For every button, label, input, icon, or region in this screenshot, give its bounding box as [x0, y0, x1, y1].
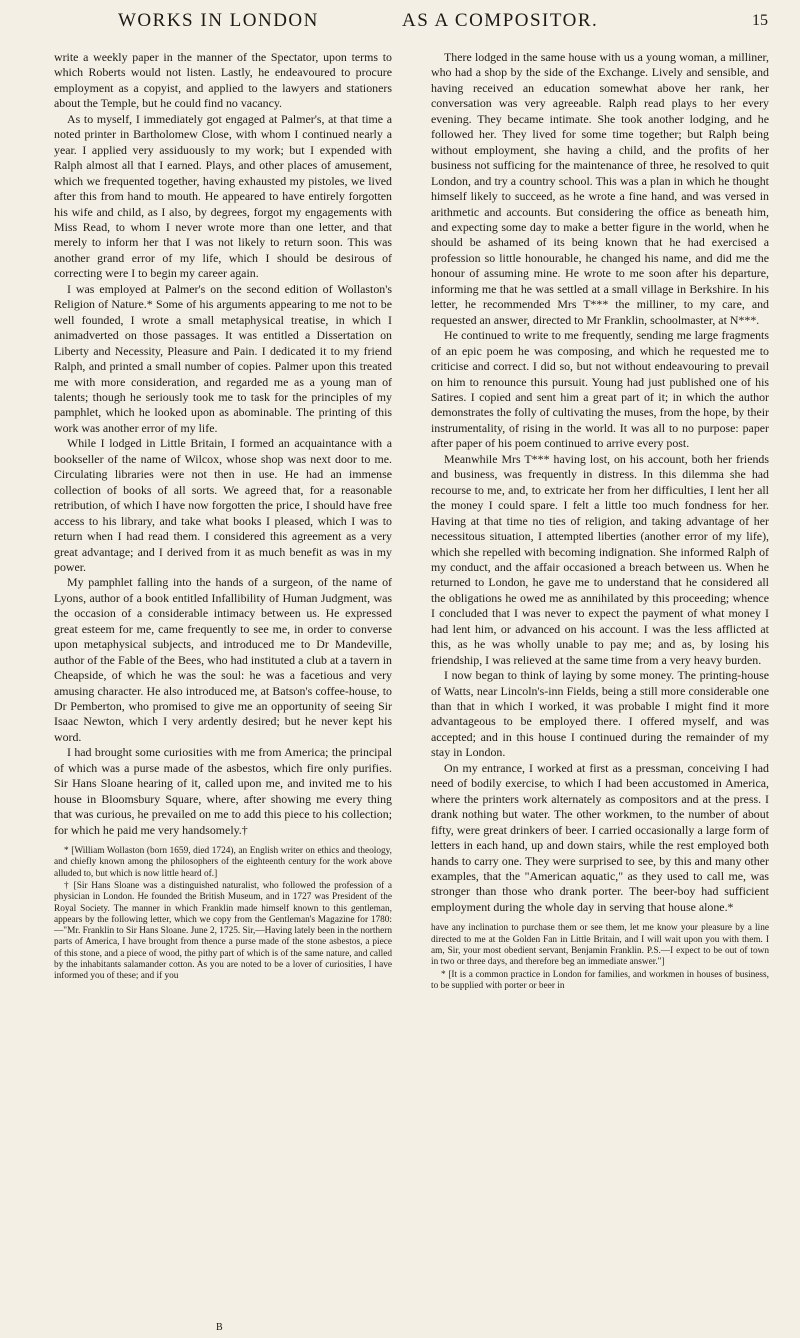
footnote: * [It is a common practice in London for families, and workmen in houses of business, to be supplied with porter or beer in: [431, 969, 769, 991]
left-column: [54, 50, 392, 984]
paragraph: As to myself, I immediately got engaged at Palmer's, at that time a noted printer in Bartholomew Close, with whom I continued nearly a year. I applied very assiduously to my work; but I expended with Ralph almost all that I earned. Plays, and other places of amusement, which we frequented together, having exhausted my pistoles, we lived after this from hand to mouth. He appeared to have entirely forgotten his wife and child, as I also, by degrees, forgot my engagements with Miss Read, to whom I never wrote more than one letter, and that merely to inform her that I was not likely to return soon. This was another grand error of my life, which I should be desirous of correcting were I to begin my career again.: [54, 111, 392, 281]
footnotes: [54, 846, 392, 983]
signature-mark: B: [216, 1322, 223, 1333]
footnote: † [Sir Hans Sloane was a distinguished naturalist, who followed the profession of a physician in London. He founded the British Museum, and in 1727 was President of the Royal Society. The manner in which Franklin made himself known to this gentleman, appears by the following letter, which we copy from the Gentleman's Magazine for 1780:—"Mr. Franklin to Sir Hans Sloane. June 2, 1725. Sir,—Having lately been in the northern parts of America, I have brought from thence a purse made of the stone asbestos, a piece of this stone, and a piece of wood, the pithy part of which is of the same nature, and called by the inhabitants salamander cotton. As you are noted to be a lover of curiosities, I have informed you of these; and if you: [54, 881, 392, 982]
paragraph: While I lodged in Little Britain, I formed an acquaintance with a bookseller of the name of Wilcox, whose shop was next door to me. Circulating libraries were not then in use. He had an immense collection of books of all sorts. We agreed that, for a reasonable retribution, of which I have now forgotten the price, I should have free access to his library, and take what books I pleased, which I was to return when I had read them. I considered this agreement as a very great advantage; and I derived from it as much benefit as was in my power.: [54, 436, 392, 574]
page-number: 15: [752, 12, 768, 29]
paragraph: I had brought some curiosities with me from America; the principal of which was a purse made of the asbestos, which fire only purifies. Sir Hans Sloane hearing of it, called upon me, and invited me to his house in Bloomsbury Square, where, after showing me every thing that was curious, he prevailed on me to add this piece to his collection; for which he paid me very handsomely.†: [54, 745, 392, 837]
footnote: * [William Wollaston (born 1659, died 1724), an English writer on ethics and theology, and chiefly known among the philosophers of the eighteenth century for the work above alluded to, but which is now little heard of.]: [54, 846, 392, 879]
paragraph: write a weekly paper in the manner of the Spectator, upon terms to which Roberts would not listen. Lastly, he endeavoured to procure employment as a copyist, and applied to the lawyers and stationers about the Temple, but he could find no vacancy.: [54, 50, 392, 111]
paragraph: On my entrance, I worked at first as a pressman, conceiving I had need of bodily exercise, to which I had been accustomed in America, where the printers work alternately as compositors and at the press. I drank nothing but water. The other workmen, to the number of about fifty, were great drinkers of beer. I carried occasionally a large form of letters in each hand, up and down stairs, while the rest employed both hands to carry one. They were surprised to see, by this and many other examples, that the "American aquatic," as they used to call me, was stronger than those who drank porter. The beer-boy had sufficient employment during the whole day in serving that house alone.*: [431, 760, 769, 914]
running-header: [0, 10, 800, 40]
footnote: have any inclination to purchase them or see them, let me know your pleasure by a line directed to me at the Golden Fan in Little Britain, and I will wait upon you with them. I am, Sir, your most obedient servant, Benjamin Franklin. P.S.—I expect to be out of town in two or three days, and therefore beg an immediate answer."]: [431, 923, 769, 968]
paragraph: Meanwhile Mrs T*** having lost, on his account, both her friends and business, was frequently in distress. In this dilemma she had recourse to me, and, to extricate her from her difficulties, I lent her all the money I could spare. I felt a little too much fondness for her. Having at that time no ties of religion, and taking advantage of her necessitous situation, I attempted liberties (another error of my life), which she repelled with becoming indignation. She informed Ralph of my conduct, and the affair occasioned a breach between us. When he returned to London, he gave me to understand that he considered all the obligations he owed me as annihilated by this proceeding; whence I concluded that I was never to expect the payment of what money I had lent him, or advanced on his account. I was the less afflicted at this, as he was wholly unable to pay me; and as, by losing his friendship, I was relieved at the same time from a very heavy burden.: [431, 451, 769, 667]
paragraph: He continued to write to me frequently, sending me large fragments of an epic poem he was composing, and which he requested me to criticise and correct. I did so, but not without endeavouring to prevail on him to renounce this pursuit. Young had just published one of his Satires. I copied and sent him a great part of it; in which the author demonstrates the folly of cultivating the muses, from the hope, by their instrumentality, of rising in the world. It was all to no purpose: paper after paper of his poem continued to arrive every post.: [431, 328, 769, 451]
paragraph: I was employed at Palmer's on the second edition of Wollaston's Religion of Nature.* Some of his arguments appearing to me not to be well founded, I wrote a small metaphysical treatise, in which I animadverted on those passages. It was entitled a Dissertation on Liberty and Necessity, Pleasure and Pain. I dedicated it to my friend Ralph, and printed a small number of copies. Palmer upon this treated me with more consideration, and regarded me as a young man of talents; though he seriously took me to task for the principles of my pamphlet, which he looked upon as abominable. The printing of this work was another error of my life.: [54, 281, 392, 435]
header-left-title: WORKS IN LONDON: [118, 10, 319, 31]
paragraph: I now began to think of laying by some money. The printing-house of Watts, near Lincoln's-inn Fields, being a still more considerable one than that in which I worked, it was probable I might find it more advantageous to be employed there. I offered myself, and was accepted; and in this house I continued during the remainder of my stay in London.: [431, 668, 769, 760]
paragraph: There lodged in the same house with us a young woman, a milliner, who had a shop by the side of the Exchange. Lively and sensible, and having received an education somewhat above her rank, her conversation was very agreeable. Ralph read plays to her every evening. They became intimate. She took another lodging, and he followed her. They lived for some time together; but Ralph being without employment, she having a child, and the profits of her business not sufficing for the maintenance of three, he resolved to quit London, and try a country school. This was a plan in which he thought himself likely to succeed, as he wrote a fine hand, and was versed in arithmetic and accounts. But considering the office as beneath him, and expecting some day to make a better figure in the world, when he should be ashamed of its being known that he had exercised a profession so little honourable, he changed his name, and did me the honour of assuming mine. He wrote to me soon after his departure, informing me that he was settled at a small village in Berkshire. In his letter, he recommended Mrs T*** the milliner, to my care, and requested an answer, directed to Mr Franklin, schoolmaster, at N***.: [431, 50, 769, 327]
paragraph: My pamphlet falling into the hands of a surgeon, of the name of Lyons, author of a book entitled Infallibility of Human Judgment, was the occasion of a considerable intimacy between us. He expressed great esteem for me, came frequently to see me, in order to converse upon metaphysical subjects, and introduced me to Dr Mandeville, author of the Fable of the Bees, who had instituted a club at a tavern in Cheapside, of which he was the soul: he was a facetious and very amusing character. He also introduced me, at Batson's coffee-house, to Dr Pemberton, who promised to give me an opportunity of seeing Sir Isaac Newton, which I very ardently desired; but he never kept his word.: [54, 575, 392, 744]
footnotes: [431, 923, 769, 992]
right-column: [431, 50, 769, 993]
header-right-title: AS A COMPOSITOR.: [402, 10, 599, 31]
